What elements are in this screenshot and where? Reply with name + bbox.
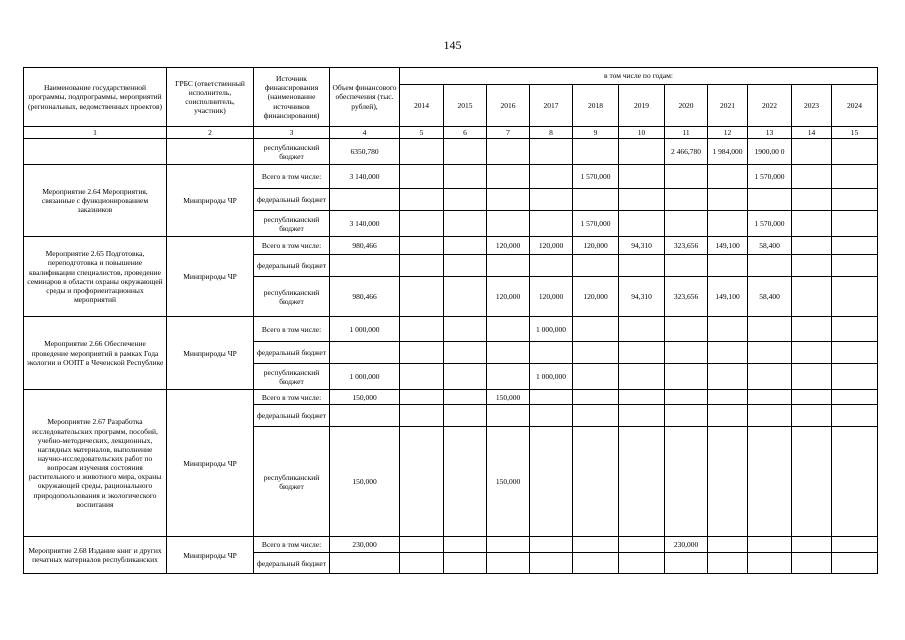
column-number: 15 [832, 127, 878, 139]
header-year-2018: 2018 [573, 85, 619, 127]
table-row [24, 317, 878, 342]
header-volume: Объем финансового обеспечения (тыс. рублей), [330, 68, 400, 127]
year-value-2014 [400, 189, 444, 211]
measure-name [24, 139, 167, 165]
year-value-2022 [748, 537, 792, 553]
funding-source: федеральный бюджет [254, 189, 330, 211]
funding-total [330, 255, 400, 277]
year-value-2022 [748, 553, 792, 574]
year-value-2023 [792, 342, 832, 364]
year-value-2016 [487, 342, 530, 364]
measure-grbs: Минприроды ЧР [167, 537, 254, 574]
year-value-2022 [748, 255, 792, 277]
year-value-2014 [400, 364, 444, 390]
funding-source: республиканский бюджет [254, 211, 330, 237]
funding-total: 6350,780 [330, 139, 400, 165]
year-value-2021 [708, 317, 748, 342]
year-value-2021 [708, 342, 748, 364]
header-year-2019: 2019 [619, 85, 665, 127]
year-value-2017: 1 000,000 [530, 317, 573, 342]
year-value-2019 [619, 317, 665, 342]
table-row [24, 139, 878, 165]
year-value-2018: 120,000 [573, 277, 619, 317]
year-value-2014 [400, 211, 444, 237]
measure-grbs: Минприроды ЧР [167, 165, 254, 237]
header-year-2015: 2015 [444, 85, 487, 127]
year-value-2020: 2 466,780 [665, 139, 708, 165]
funding-source: республиканский бюджет [254, 277, 330, 317]
year-value-2021 [708, 211, 748, 237]
financing-table [23, 67, 878, 574]
year-value-2019 [619, 165, 665, 189]
year-value-2022 [748, 427, 792, 537]
funding-total: 980,466 [330, 237, 400, 255]
year-value-2018 [573, 342, 619, 364]
funding-source: федеральный бюджет [254, 553, 330, 574]
year-value-2019 [619, 553, 665, 574]
year-value-2020: 323,656 [665, 277, 708, 317]
year-value-2018 [573, 255, 619, 277]
header-year-2021: 2021 [708, 85, 748, 127]
year-value-2015 [444, 537, 487, 553]
year-value-2016 [487, 364, 530, 390]
year-value-2023 [792, 553, 832, 574]
year-value-2014 [400, 255, 444, 277]
funding-source: Всего в том числе: [254, 317, 330, 342]
year-value-2019: 94,310 [619, 237, 665, 255]
year-value-2024 [832, 237, 878, 255]
year-value-2017: 120,000 [530, 277, 573, 317]
year-value-2018 [573, 189, 619, 211]
header-year-2016: 2016 [487, 85, 530, 127]
funding-source: Всего в том числе: [254, 237, 330, 255]
year-value-2016 [487, 255, 530, 277]
year-value-2022: 58,400 [748, 277, 792, 317]
year-value-2014 [400, 427, 444, 537]
year-value-2024 [832, 342, 878, 364]
year-value-2014 [400, 317, 444, 342]
year-value-2024 [832, 427, 878, 537]
year-value-2018 [573, 553, 619, 574]
table-row [24, 165, 878, 189]
column-number: 11 [665, 127, 708, 139]
year-value-2023 [792, 237, 832, 255]
year-value-2018 [573, 139, 619, 165]
year-value-2014 [400, 405, 444, 427]
header-year-2023: 2023 [792, 85, 832, 127]
year-value-2019 [619, 427, 665, 537]
year-value-2014 [400, 237, 444, 255]
year-value-2022 [748, 342, 792, 364]
year-value-2020 [665, 211, 708, 237]
funding-source: Всего в том числе: [254, 390, 330, 405]
table-row [24, 237, 878, 255]
year-value-2017 [530, 405, 573, 427]
year-value-2023 [792, 405, 832, 427]
funding-total: 230,000 [330, 537, 400, 553]
year-value-2018: 1 570,000 [573, 211, 619, 237]
funding-total [330, 189, 400, 211]
year-value-2020 [665, 342, 708, 364]
year-value-2020 [665, 405, 708, 427]
year-value-2023 [792, 364, 832, 390]
year-value-2024 [832, 553, 878, 574]
funding-total: 1 000,000 [330, 317, 400, 342]
year-value-2021 [708, 405, 748, 427]
funding-source: республиканский бюджет [254, 427, 330, 537]
column-number: 2 [167, 127, 254, 139]
year-value-2024 [832, 189, 878, 211]
year-value-2018 [573, 317, 619, 342]
funding-total: 150,000 [330, 427, 400, 537]
measure-name: Мероприятие 2.65 Подготовка, переподготовка и повышение квалификации специалистов, проведение семинаров в области охраны окружающей среды и профориентационных мероприятий [24, 237, 167, 317]
header-source: Источник финансирования (наименование источников финансирования) [254, 68, 330, 127]
year-value-2014 [400, 390, 444, 405]
year-value-2017: 120,000 [530, 237, 573, 255]
year-value-2017: 1 000,000 [530, 364, 573, 390]
year-value-2018 [573, 427, 619, 537]
funding-total [330, 553, 400, 574]
year-value-2017 [530, 390, 573, 405]
page-number: 145 [443, 38, 462, 52]
year-value-2015 [444, 255, 487, 277]
year-value-2016: 150,000 [487, 390, 530, 405]
year-value-2019 [619, 537, 665, 553]
year-value-2017 [530, 165, 573, 189]
column-number: 4 [330, 127, 400, 139]
year-value-2023 [792, 317, 832, 342]
year-value-2017 [530, 427, 573, 537]
year-value-2023 [792, 189, 832, 211]
year-value-2021 [708, 390, 748, 405]
funding-total [330, 405, 400, 427]
year-value-2016 [487, 405, 530, 427]
year-value-2024 [832, 277, 878, 317]
year-value-2019 [619, 139, 665, 165]
column-number: 13 [748, 127, 792, 139]
measure-name: Мероприятие 2.67 Разработка исследовательских программ, пособий, учебно-методических, лекционных, наглядных материалов, выполнение научно-исследовательских работ по вопросам изучения состояния растительного и животного мира, охраны окружающей среды, рационального природопользования и экологического воспитания [24, 390, 167, 537]
funding-total: 3 140,000 [330, 165, 400, 189]
year-value-2015 [444, 237, 487, 255]
measure-grbs [167, 139, 254, 165]
measure-name: Мероприятие 2.64 Мероприятия, связанные с функционированием заказников [24, 165, 167, 237]
year-value-2021 [708, 255, 748, 277]
year-value-2020 [665, 553, 708, 574]
funding-total: 1 000,000 [330, 364, 400, 390]
year-value-2018 [573, 390, 619, 405]
year-value-2022 [748, 405, 792, 427]
funding-source: Всего в том числе: [254, 165, 330, 189]
year-value-2016 [487, 537, 530, 553]
year-value-2019 [619, 405, 665, 427]
year-value-2017 [530, 342, 573, 364]
year-value-2014 [400, 165, 444, 189]
year-value-2017 [530, 139, 573, 165]
year-value-2021 [708, 553, 748, 574]
year-value-2014 [400, 537, 444, 553]
year-value-2024 [832, 165, 878, 189]
year-value-2020 [665, 427, 708, 537]
measure-grbs: Минприроды ЧР [167, 390, 254, 537]
year-value-2020 [665, 364, 708, 390]
year-value-2021: 149,100 [708, 237, 748, 255]
year-value-2022 [748, 189, 792, 211]
year-value-2023 [792, 139, 832, 165]
funding-source: федеральный бюджет [254, 255, 330, 277]
year-value-2020: 323,656 [665, 237, 708, 255]
year-value-2018: 120,000 [573, 237, 619, 255]
funding-source: республиканский бюджет [254, 364, 330, 390]
year-value-2016: 120,000 [487, 277, 530, 317]
year-value-2015 [444, 553, 487, 574]
year-value-2021: 1 984,000 [708, 139, 748, 165]
year-value-2014 [400, 342, 444, 364]
year-value-2015 [444, 317, 487, 342]
year-value-2016 [487, 317, 530, 342]
year-value-2022: 1 570,000 [748, 211, 792, 237]
year-value-2022: 58,400 [748, 237, 792, 255]
year-value-2023 [792, 427, 832, 537]
year-value-2016 [487, 189, 530, 211]
year-value-2021 [708, 427, 748, 537]
year-value-2023 [792, 165, 832, 189]
table-row [24, 390, 878, 405]
year-value-2020 [665, 390, 708, 405]
year-value-2015 [444, 277, 487, 317]
measure-grbs: Минприроды ЧР [167, 317, 254, 390]
year-value-2020 [665, 255, 708, 277]
year-value-2014 [400, 277, 444, 317]
year-value-2019: 94,310 [619, 277, 665, 317]
year-value-2018 [573, 364, 619, 390]
year-value-2024 [832, 255, 878, 277]
year-value-2016 [487, 553, 530, 574]
header-year-2014: 2014 [400, 85, 444, 127]
year-value-2015 [444, 390, 487, 405]
year-value-2022: 1900,00 0 [748, 139, 792, 165]
year-value-2014 [400, 553, 444, 574]
column-number: 8 [530, 127, 573, 139]
year-value-2018 [573, 405, 619, 427]
year-value-2021 [708, 364, 748, 390]
year-value-2018: 1 570,000 [573, 165, 619, 189]
year-value-2020 [665, 165, 708, 189]
column-number: 12 [708, 127, 748, 139]
year-value-2024 [832, 405, 878, 427]
year-value-2020 [665, 189, 708, 211]
year-value-2015 [444, 139, 487, 165]
table-row [24, 537, 878, 553]
year-value-2017 [530, 189, 573, 211]
year-value-2020 [665, 317, 708, 342]
year-value-2015 [444, 364, 487, 390]
measure-name: Мероприятие 2.68 Издание книг и других печатных материалов республиканских [24, 537, 167, 574]
funding-total: 3 140,000 [330, 211, 400, 237]
header-by-years: в том числе по годам: [400, 68, 878, 85]
year-value-2017 [530, 537, 573, 553]
header-year-2017: 2017 [530, 85, 573, 127]
year-value-2024 [832, 364, 878, 390]
measure-name: Мероприятие 2.66 Обеспечение проведение мероприятий в рамках Года экологии и ООПТ в Чеченской Республике [24, 317, 167, 390]
year-value-2020: 230,000 [665, 537, 708, 553]
column-number: 6 [444, 127, 487, 139]
year-value-2022: 1 570,000 [748, 165, 792, 189]
column-number: 1 [24, 127, 167, 139]
year-value-2015 [444, 165, 487, 189]
column-number: 9 [573, 127, 619, 139]
year-value-2019 [619, 342, 665, 364]
year-value-2019 [619, 364, 665, 390]
year-value-2023 [792, 277, 832, 317]
year-value-2018 [573, 537, 619, 553]
year-value-2021: 149,100 [708, 277, 748, 317]
year-value-2016 [487, 165, 530, 189]
funding-total: 150,000 [330, 390, 400, 405]
year-value-2022 [748, 364, 792, 390]
year-value-2016 [487, 139, 530, 165]
year-value-2023 [792, 537, 832, 553]
year-value-2015 [444, 405, 487, 427]
funding-source: Всего в том числе: [254, 537, 330, 553]
year-value-2019 [619, 390, 665, 405]
funding-source: республиканский бюджет [254, 139, 330, 165]
year-value-2019 [619, 255, 665, 277]
year-value-2016 [487, 211, 530, 237]
column-number: 3 [254, 127, 330, 139]
year-value-2024 [832, 537, 878, 553]
header-year-2022: 2022 [748, 85, 792, 127]
year-value-2015 [444, 427, 487, 537]
year-value-2024 [832, 139, 878, 165]
funding-total: 980,466 [330, 277, 400, 317]
year-value-2023 [792, 390, 832, 405]
year-value-2015 [444, 189, 487, 211]
year-value-2019 [619, 211, 665, 237]
year-value-2016: 150,000 [487, 427, 530, 537]
funding-total [330, 342, 400, 364]
year-value-2021 [708, 189, 748, 211]
year-value-2023 [792, 255, 832, 277]
year-value-2022 [748, 390, 792, 405]
year-value-2024 [832, 390, 878, 405]
year-value-2023 [792, 211, 832, 237]
header-grbs: ГРБС (ответственный исполнитель, соисполнитель, участник) [167, 68, 254, 127]
year-value-2024 [832, 317, 878, 342]
year-value-2015 [444, 211, 487, 237]
year-value-2017 [530, 211, 573, 237]
column-number: 10 [619, 127, 665, 139]
year-value-2024 [832, 211, 878, 237]
year-value-2021 [708, 165, 748, 189]
year-value-2022 [748, 317, 792, 342]
year-value-2017 [530, 255, 573, 277]
header-year-2024: 2024 [832, 85, 878, 127]
year-value-2016: 120,000 [487, 237, 530, 255]
header-year-2020: 2020 [665, 85, 708, 127]
header-name: Наименование государственной программы, подпрограммы, мероприятий (региональных, ведомственных проектов) [24, 68, 167, 127]
column-number: 7 [487, 127, 530, 139]
funding-source: федеральный бюджет [254, 405, 330, 427]
year-value-2014 [400, 139, 444, 165]
year-value-2015 [444, 342, 487, 364]
funding-source: федеральный бюджет [254, 342, 330, 364]
year-value-2021 [708, 537, 748, 553]
column-number: 14 [792, 127, 832, 139]
year-value-2017 [530, 553, 573, 574]
measure-grbs: Минприроды ЧР [167, 237, 254, 317]
year-value-2019 [619, 189, 665, 211]
column-number: 5 [400, 127, 444, 139]
